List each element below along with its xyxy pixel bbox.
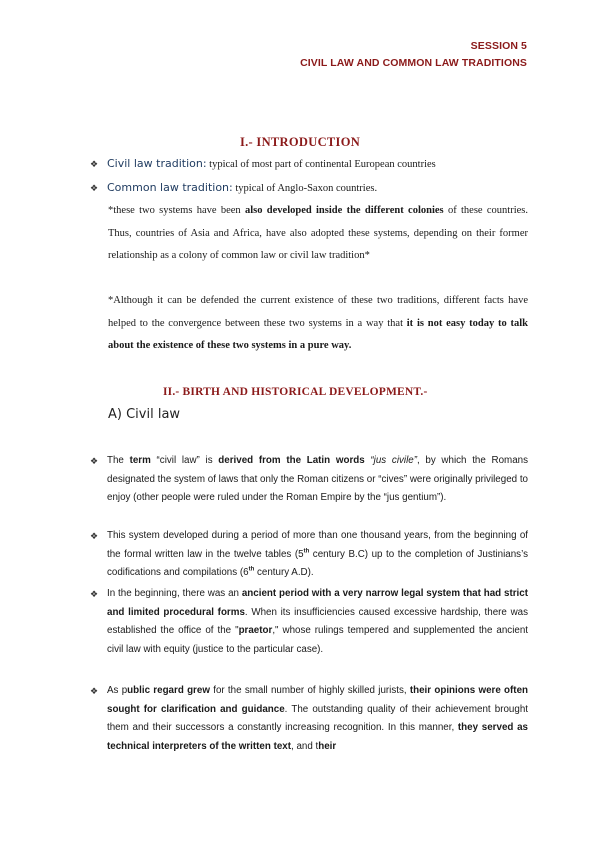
- text-run: This system developed during a period of more than one thousand years, from the beginning of the formal written law in the twelve tables (5: [107, 530, 528, 560]
- emphasis-text: their opinions were often sought for clarification and guidance: [107, 685, 529, 715]
- text-run: of these countries. Thus, countries of Asia and Africa, have also adopted these systems, depending on their former relationship as a colony of common law or civil law tradition*: [108, 205, 528, 261]
- text-run: for the small number of highly skilled jurists,: [209, 685, 410, 696]
- text-run: In the beginning, there was an: [107, 588, 242, 599]
- emphasis-text: it is not easy today to talk about the existence of these two systems in a pure way.: [108, 317, 528, 351]
- text-run: *these two systems have been: [108, 205, 245, 216]
- text-run: *Although it can be defended the current existence of these two traditions, different facts have helped to the convergence between these two systems in a way that: [108, 295, 528, 329]
- text-run: As p: [107, 685, 128, 696]
- emphasis-text: derived from the Latin words: [218, 455, 365, 466]
- text-run: . The outstanding quality of their achievement brought them and their successors a constantly increasing recognition. In this manner,: [107, 703, 528, 733]
- emphasis-text: ancient period with a very narrow legal system that had strict and limited procedural forms: [107, 588, 528, 618]
- term-label: Civil law tradition:: [107, 157, 207, 170]
- emphasis-text: also developed inside the different colonies: [244, 205, 444, 216]
- diamond-bullet-icon: ❖: [90, 183, 99, 193]
- italic-text: “jus civile”: [370, 455, 417, 466]
- emphasis-text: ublic regard grew: [127, 685, 210, 696]
- diamond-bullet-icon: ❖: [90, 589, 99, 599]
- diamond-bullet-icon: ❖: [90, 159, 99, 169]
- colonies-paragraph: [108, 200, 528, 268]
- text-run: “civil law” is: [150, 455, 219, 466]
- text-run: . When its insufficiencies caused excessive hardship, there was established the office of the ": [107, 606, 528, 636]
- subsection-heading-civil-law: A) Civil law: [108, 407, 181, 422]
- text-run: , and t: [291, 740, 319, 752]
- session-label: SESSION 5: [470, 40, 527, 52]
- list-item-development-period: [90, 527, 528, 583]
- list-item-ancient-period: [90, 585, 528, 659]
- bullet-civil-law-tradition: [90, 157, 436, 172]
- emphasis-text: heir: [318, 740, 337, 752]
- list-item-term-origin: [90, 452, 528, 508]
- term-description: typical of Anglo-Saxon countries.: [232, 183, 378, 194]
- diamond-bullet-icon: ❖: [90, 456, 99, 466]
- emphasis-text: they served as technical interpreters of the written text: [107, 722, 528, 752]
- session-title: CIVIL LAW AND COMMON LAW TRADITIONS: [300, 57, 527, 69]
- section-heading-birth: II.- BIRTH AND HISTORICAL DEVELOPMENT.-: [163, 386, 428, 398]
- diamond-bullet-icon: ❖: [90, 686, 99, 696]
- superscript: th: [248, 566, 255, 573]
- emphasis-text: term: [129, 455, 151, 466]
- text-run: century B.C) up to the completion of Justinians’s codifications and compilations (6: [107, 548, 528, 578]
- section-heading-introduction: I.- INTRODUCTION: [239, 135, 361, 149]
- document-header: [300, 38, 527, 72]
- text-run: ," whose rulings tempered and supplemented the ancient civil law with equity (justice to the particular case).: [107, 625, 528, 655]
- emphasis-text: praetor: [238, 625, 273, 636]
- convergence-paragraph: [108, 290, 528, 358]
- term-label: Common law tradition:: [107, 181, 233, 194]
- list-item-jurists: [90, 682, 528, 756]
- text-run: century A.D).: [254, 567, 314, 578]
- bullet-common-law-tradition: [90, 181, 377, 196]
- text-run: The: [107, 455, 130, 466]
- diamond-bullet-icon: ❖: [90, 531, 99, 541]
- superscript: th: [303, 548, 310, 555]
- text-run: , by which the Romans designated the system of laws that only the Roman citizens or “cives” were originally privileged to enjoy (other people were ruled under the Roman Empire by the “jus gentium”).: [107, 455, 528, 503]
- term-description: typical of most part of continental European countries: [206, 159, 436, 170]
